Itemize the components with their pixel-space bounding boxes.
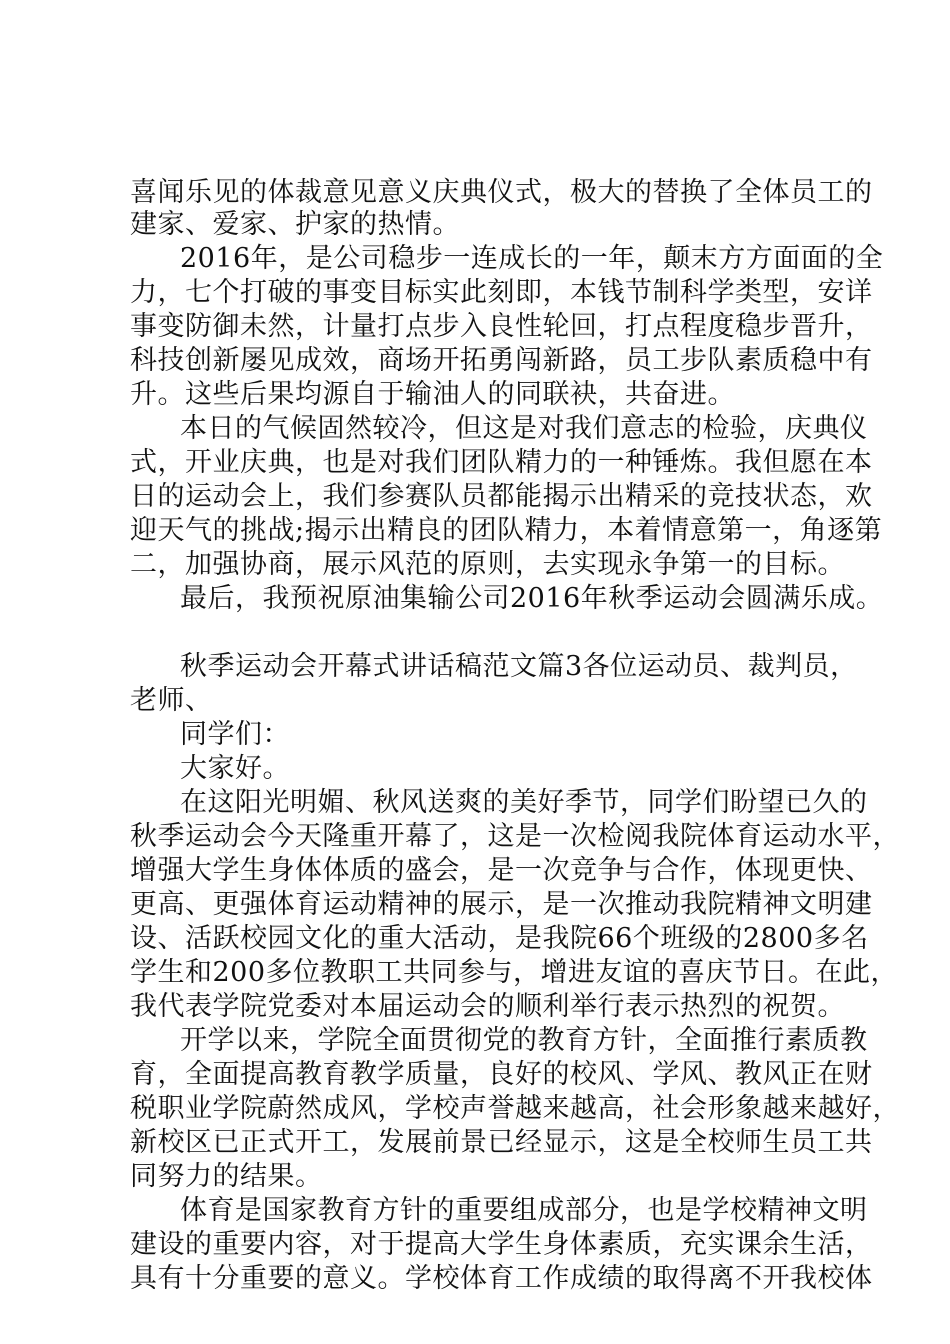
text-line: 迎天气的挑战;揭示出精良的团队精力，本着情意第一，角逐第 — [130, 515, 883, 546]
text-line: 我代表学院党委对本届运动会的顺利举行表示热烈的祝贺。 — [130, 991, 845, 1022]
text-line: 喜闻乐见的体裁意见意义庆典仪式，极大的替换了全体员工的 — [130, 177, 873, 208]
text-line: 建设的重要内容，对于提高大学生身体素质，充实课余生活， — [130, 1229, 873, 1260]
text-line: 本日的气候固然较冷，但这是对我们意志的检验，庆典仪 — [180, 413, 868, 444]
text-line: 在这阳光明媚、秋风送爽的美好季节，同学们盼望已久的 — [180, 787, 868, 818]
text-line: 2016年，是公司稳步一连成长的一年，颠末方方面面的全 — [180, 243, 884, 274]
text-line: 事变防御未然，计量打点步入良性轮回，打点程度稳步晋升， — [130, 311, 873, 342]
text-line: 具有十分重要的意义。学校体育工作成绩的取得离不开我校体 — [130, 1263, 873, 1294]
text-line: 二，加强协商，展示风范的原则，去实现永争第一的目标。 — [130, 549, 845, 580]
text-line: 科技创新屡见成效，商场开拓勇闯新路，员工步队素质稳中有 — [130, 345, 873, 376]
text-line: 育，全面提高教育教学质量，良好的校风、学风、教风正在财 — [130, 1059, 873, 1090]
text-line: 力，七个打破的事变目标实此刻即，本钱节制科学类型，安详 — [130, 277, 873, 308]
text-line: 开学以来，学院全面贯彻党的教育方针，全面推行素质教 — [180, 1025, 868, 1056]
text-line: 大家好。 — [180, 753, 290, 784]
text-line: 最后，我预祝原油集输公司2016年秋季运动会圆满乐成。 — [180, 583, 884, 614]
section-heading: 秋季运动会开幕式讲话稿范文篇3各位运动员、裁判员， — [180, 651, 858, 682]
text-line: 同学们： — [180, 719, 290, 750]
text-line: 设、活跃校园文化的重大活动，是我院66个班级的2800多名 — [130, 923, 869, 954]
text-line: 建家、爱家、护家的热情。 — [130, 209, 460, 240]
text-line: 同努力的结果。 — [130, 1161, 323, 1192]
text-line: 税职业学院蔚然成风，学校声誉越来越高，社会形象越来越好， — [130, 1093, 900, 1124]
text-line: 日的运动会上，我们参赛队员都能揭示出精采的竞技状态，欢 — [130, 481, 873, 512]
text-line: 新校区已正式开工，发展前景已经显示，这是全校师生员工共 — [130, 1127, 873, 1158]
text-line: 学生和200多位教职工共同参与，增进友谊的喜庆节日。在此， — [130, 957, 899, 988]
text-line: 升。这些后果均源自于输油人的同联袂，共奋进。 — [130, 379, 735, 410]
text-line: 体育是国家教育方针的重要组成部分，也是学校精神文明 — [180, 1195, 868, 1226]
text-line: 式，开业庆典，也是对我们团队精力的一种锤炼。我但愿在本 — [130, 447, 873, 478]
text-line: 增强大学生身体体质的盛会，是一次竞争与合作，体现更快、 — [130, 855, 873, 886]
text-line: 更高、更强体育运动精神的展示，是一次推动我院精神文明建 — [130, 889, 873, 920]
text-line: 老师、 — [130, 685, 213, 716]
text-line: 秋季运动会今天隆重开幕了，这是一次检阅我院体育运动水平， — [130, 821, 900, 852]
